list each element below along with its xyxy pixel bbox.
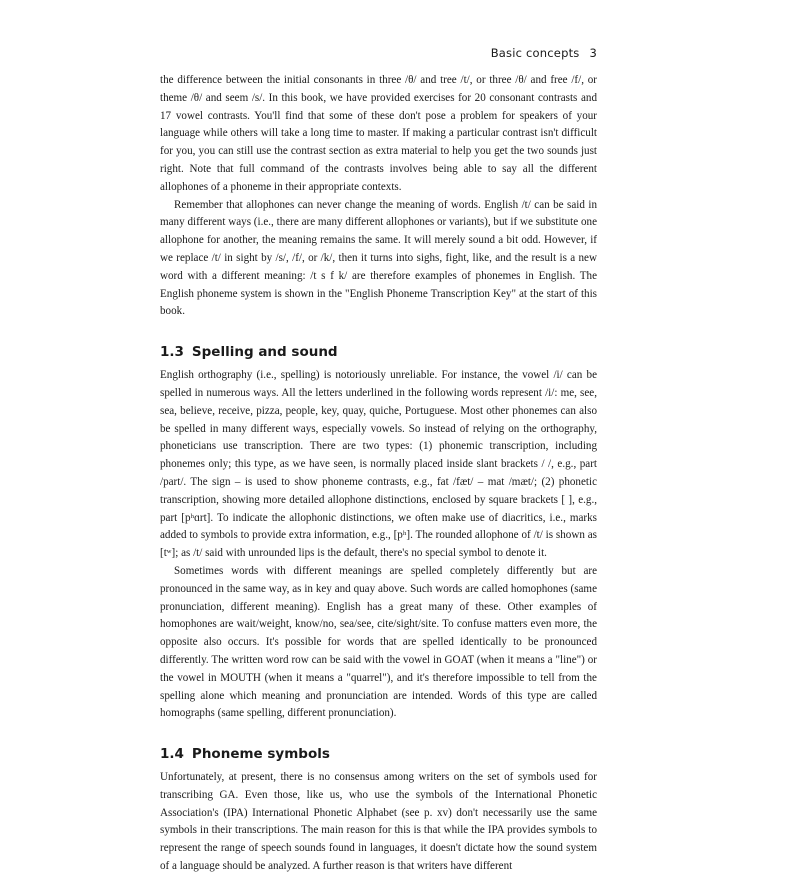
running-head-title: Basic concepts	[490, 46, 580, 60]
section-title: Phoneme symbols	[191, 746, 330, 763]
paragraph-1: the difference between the initial consonants in three /θ/ and tree /t/, or three /θ/ and free /f/, or theme /θ/ and seem /s/. In this book, we have provided exercises for 20 consonant contrasts and 17 vowel contrasts. You'll find that some of these don't pose a problem for speakers of your language while others will take a long time to master. If making a particular contrast isn't difficult for you, you can still use the contrast section as extra material to help you get the two sounds just right. Note that full command of the contrasts involves being able to say all the different allophones of a phoneme in their appropriate contexts.	[160, 74, 597, 193]
paragraph-4: Sometimes words with different meanings are spelled completely differently but are pronounced in the same way, as in key and quay above. Such words are called homophones (same pronunciation, different meaning). English has a great many of these. Other examples of homophones are wait/weight, know/no, sea/see, cite/sight/site. To confuse matters even more, the opposite also occurs. It's possible for words that are spelled identically to be pronounced differently. The written word row can be said with the vowel in GOAT (when it means a "line") or the vowel in MOUTH (when it means a "quarrel"), and it's therefore impossible to tell from the spelling alone which meaning and pronunciation are intended. Words of this type are called homographs (same spelling, different pronunciation).	[160, 564, 597, 720]
paragraph-3: English orthography (i.e., spelling) is notoriously unreliable. For instance, the vowel /i/ can be spelled in numerous ways. All the letters underlined in the following words represent /i/: me, see, sea, believe, receive, pizza, people, key, quay, quiche, Portuguese. Most other phonemes can also be spelled in many different ways, especially vowels. So instead of relying on the orthography, phoneticians use transcription. There are two types: (1) phonemic transcription, including phonemes only; this type, as we have seen, is normally placed inside slant brackets / /, e.g., part /part/. The sign – is used to show phoneme contrasts, e.g., fat /fæt/ – mat /mæt/; (2) phonetic transcription, showing more detailed allophone distinctions, enclosed by square brackets [ ], e.g., part [pʰɑrt]. To indicate the allophonic distinctions, we often make use of diacritics, i.e., marks added to symbols to provide extra information, e.g., [pʰ]. The rounded allophone of /t/ is shown as [tʷ]; as /t/ said with unrounded lips is the default, there's no special symbol to denote it.	[160, 369, 597, 560]
running-head	[160, 46, 597, 60]
section-heading-1-4	[160, 745, 597, 763]
page-number: 3	[589, 46, 597, 60]
section-number: 1.3	[160, 344, 184, 361]
paragraph-5: Unfortunately, at present, there is no consensus among writers on the set of symbols used for transcribing GA. Even those, like us, who use the symbols of the International Phonetic Association's (IPA) International Phonetic Alphabet (see p. xv) don't necessarily use the same symbols in their transcriptions. The main reason for this is that while the IPA provides symbols to represent the range of speech sounds found in languages, it doesn't dictate how the sound system of a language should be analyzed. A further reason is that writers have different	[160, 771, 597, 873]
section-title: Spelling and sound	[191, 344, 338, 361]
paragraph-2: Remember that allophones can never change the meaning of words. English /t/ can be said in many different ways (i.e., there are many different allophones or variants), but if we substitute one allophone for another, the meaning remains the same. It will merely sound a bit odd. However, if we replace /t/ in sight by /s/, /f/, or /k/, then it turns into sighs, fight, like, and the result is a new word with a different meaning: /t s f k/ are therefore examples of phonemes in English. The English phoneme system is shown in the "English Phoneme Transcription Key" at the start of this book.	[160, 198, 597, 318]
page-body	[160, 72, 597, 876]
section-number: 1.4	[160, 746, 184, 763]
section-heading-1-3	[160, 343, 597, 361]
